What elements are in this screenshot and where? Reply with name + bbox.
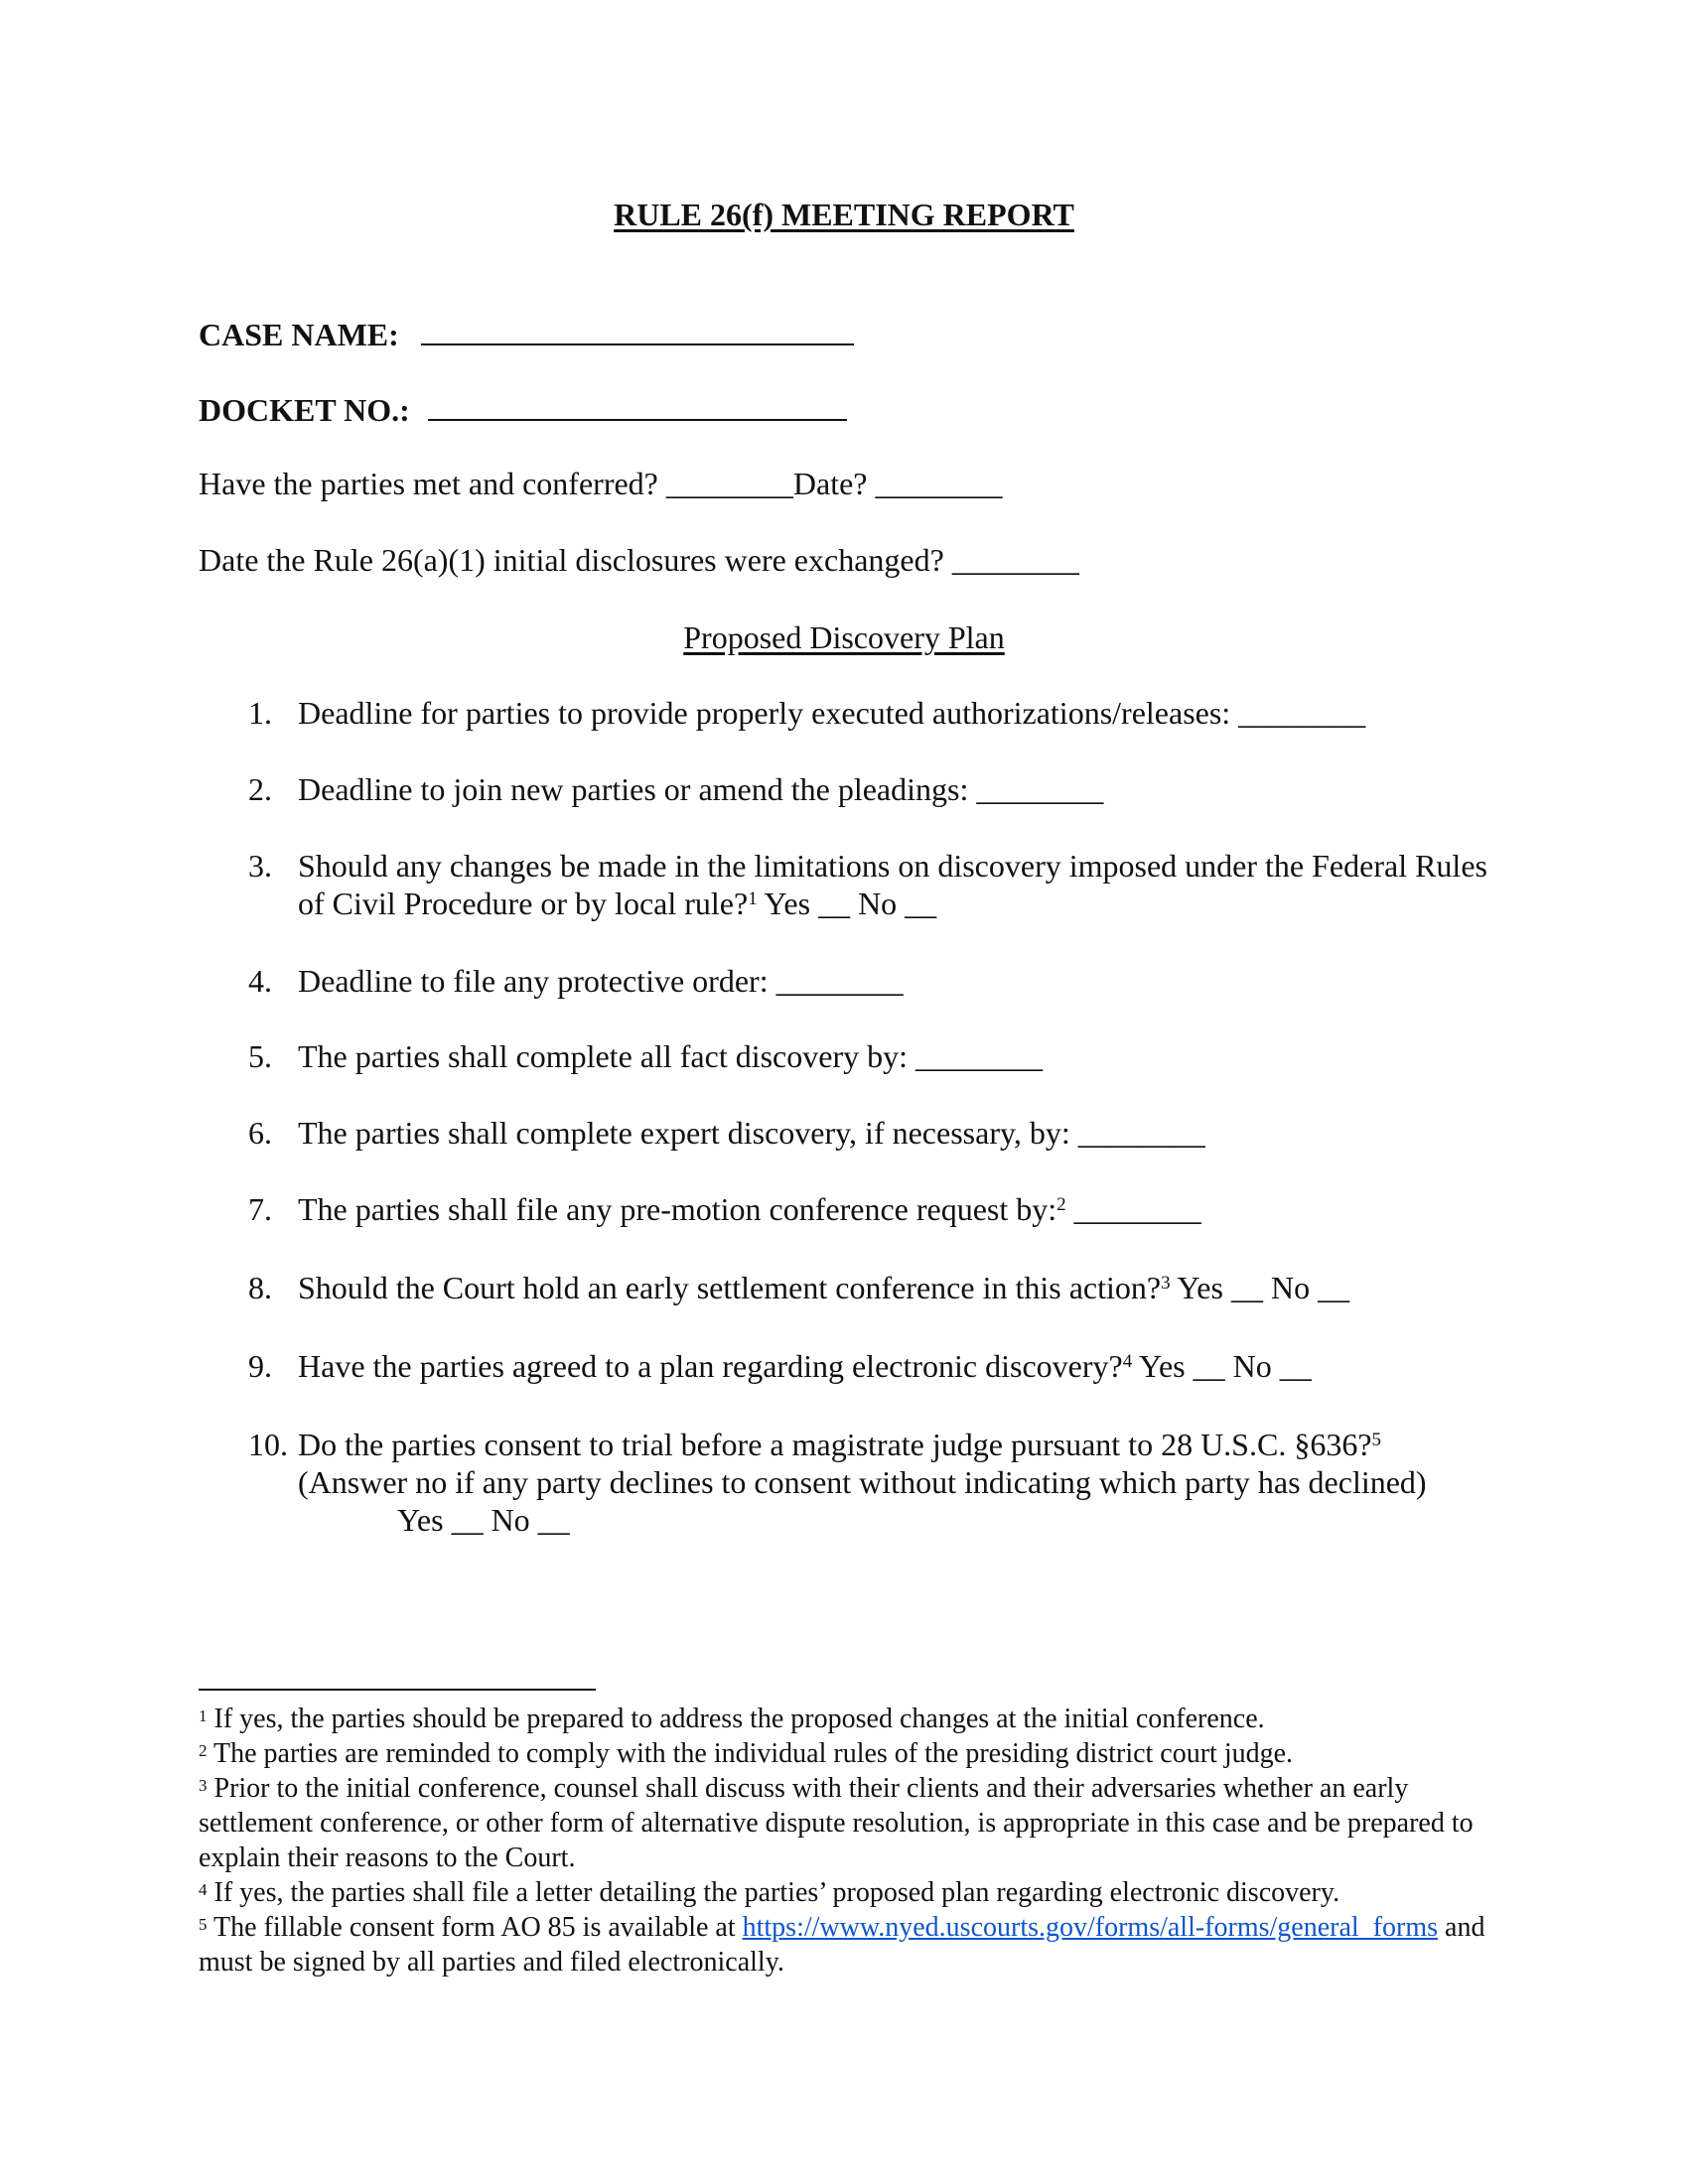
footnote-1 — [199, 1702, 1489, 1736]
item-text: Deadline for parties to provide properly executed authorizations/releases: ________ — [298, 695, 1366, 731]
item-text: The parties shall file any pre-motion conference request by: — [298, 1191, 1057, 1227]
plan-item-9 — [248, 1347, 1499, 1385]
footnote-text-after: and must be signed by all parties and filed electronically. — [199, 1912, 1485, 1978]
footnote-number: 2 — [199, 1741, 208, 1760]
met-conferred-line — [199, 466, 1002, 502]
item-body — [298, 1426, 1499, 1539]
item-text: Should the Court hold an early settlement conference in this action? — [298, 1270, 1162, 1305]
item-text: Do the parties consent to trial before a magistrate judge pursuant to 28 U.S.C. §636? — [298, 1427, 1372, 1462]
case-name-blank[interactable] — [421, 314, 854, 345]
footnote-separator — [199, 1689, 596, 1691]
item-number: 9. — [248, 1348, 272, 1384]
item-text: Have the parties agreed to a plan regarding electronic discovery? — [298, 1348, 1123, 1384]
item-number: 8. — [248, 1270, 272, 1305]
plan-item-8 — [248, 1269, 1499, 1306]
consent-form-link[interactable]: https://www.nyed.uscourts.gov/forms/all-forms/general_forms — [742, 1912, 1439, 1943]
footnote-ref[interactable]: 4 — [1122, 1351, 1133, 1372]
met-conferred-blank[interactable]: ________ — [665, 466, 793, 501]
document-title: RULE 26(f) MEETING REPORT — [614, 197, 1074, 232]
disclosures-line — [199, 542, 1079, 579]
plan-item-5 — [248, 1037, 1499, 1075]
plan-item-4 — [248, 962, 1499, 1000]
plan-item-10 — [248, 1426, 1499, 1539]
plan-heading: Proposed Discovery Plan — [683, 619, 1005, 655]
item-body — [298, 1190, 1499, 1228]
disclosures-question: Date the Rule 26(a)(1) initial disclosures were exchanged? — [199, 542, 944, 578]
yes-no-choice[interactable]: Yes __ No __ — [397, 1502, 570, 1538]
plan-item-1 — [248, 694, 1499, 732]
docket-no-field — [199, 389, 847, 429]
item-text: The parties shall complete all fact discovery by: ________ — [298, 1038, 1043, 1074]
footnote-2 — [199, 1736, 1489, 1771]
footnote-ref[interactable]: 2 — [1056, 1194, 1066, 1215]
item-number: 10. — [248, 1427, 288, 1462]
met-conferred-question: Have the parties met and conferred? — [199, 466, 658, 501]
footnote-ref[interactable]: 1 — [748, 888, 758, 909]
item-number: 5. — [248, 1038, 272, 1074]
plan-item-6 — [248, 1114, 1499, 1152]
footnote-number: 4 — [199, 1880, 208, 1899]
yes-no-choice[interactable]: Yes __ No __ — [1132, 1348, 1312, 1384]
footnote-number: 3 — [199, 1776, 208, 1795]
item-text: Deadline to file any protective order: ________ — [298, 963, 904, 999]
footnotes — [199, 1702, 1489, 1979]
item-text: Deadline to join new parties or amend the pleadings: ________ — [298, 771, 1104, 807]
footnote-number: 5 — [199, 1915, 208, 1934]
item-body — [298, 1269, 1499, 1306]
footnote-text: If yes, the parties shall file a letter detailing the parties’ proposed plan regarding electronic discovery. — [207, 1877, 1340, 1908]
footnote-ref[interactable]: 3 — [1161, 1273, 1171, 1294]
item-text: The parties shall complete expert discovery, if necessary, by: ________ — [298, 1115, 1205, 1151]
footnote-3 — [199, 1771, 1489, 1875]
met-conferred-date-label: Date? — [792, 466, 868, 501]
footnote-text: The fillable consent form AO 85 is available at — [207, 1912, 743, 1943]
item-number: 4. — [248, 963, 272, 999]
footnote-4 — [199, 1875, 1489, 1910]
item-body — [298, 1347, 1499, 1385]
item-number: 2. — [248, 771, 272, 807]
yes-no-choice[interactable]: Yes __ No __ — [757, 886, 937, 921]
docket-no-blank[interactable] — [428, 389, 847, 421]
item-body — [298, 847, 1489, 922]
met-conferred-date-blank[interactable]: ________ — [875, 466, 1003, 501]
footnote-ref[interactable]: 5 — [1371, 1430, 1382, 1450]
item-blank[interactable]: ________ — [1065, 1191, 1201, 1227]
item-number: 1. — [248, 695, 272, 731]
plan-item-2 — [248, 770, 1499, 808]
item-number: 6. — [248, 1115, 272, 1151]
docket-no-label: DOCKET NO.: — [199, 392, 410, 428]
item-number: 7. — [248, 1191, 272, 1227]
footnote-number: 1 — [199, 1706, 208, 1725]
plan-item-3 — [248, 847, 1499, 922]
footnote-5 — [199, 1910, 1489, 1979]
case-name-label: CASE NAME: — [199, 317, 399, 352]
item-number: 3. — [248, 848, 272, 884]
item-text: Should any changes be made in the limitations on discovery imposed under the Federal Rules of Civil Procedure or by local rule? — [298, 848, 1487, 921]
yes-no-choice[interactable]: Yes __ No __ — [1170, 1270, 1350, 1305]
disclosures-blank[interactable]: ________ — [951, 542, 1079, 578]
footnote-text: If yes, the parties should be prepared to address the proposed changes at the initial conference. — [207, 1704, 1265, 1734]
case-name-field — [199, 314, 854, 353]
plan-item-7 — [248, 1190, 1499, 1228]
item-text-line2: (Answer no if any party declines to consent without indicating which party has declined) — [298, 1464, 1427, 1500]
footnote-text: Prior to the initial conference, counsel shall discuss with their clients and their adversaries whether an early settlement conference, or other form of alternative dispute resolution, is appropriate in this case and be prepared to explain their reasons to the Court. — [199, 1773, 1474, 1873]
footnote-text: The parties are reminded to comply with the individual rules of the presiding district court judge. — [207, 1738, 1294, 1769]
